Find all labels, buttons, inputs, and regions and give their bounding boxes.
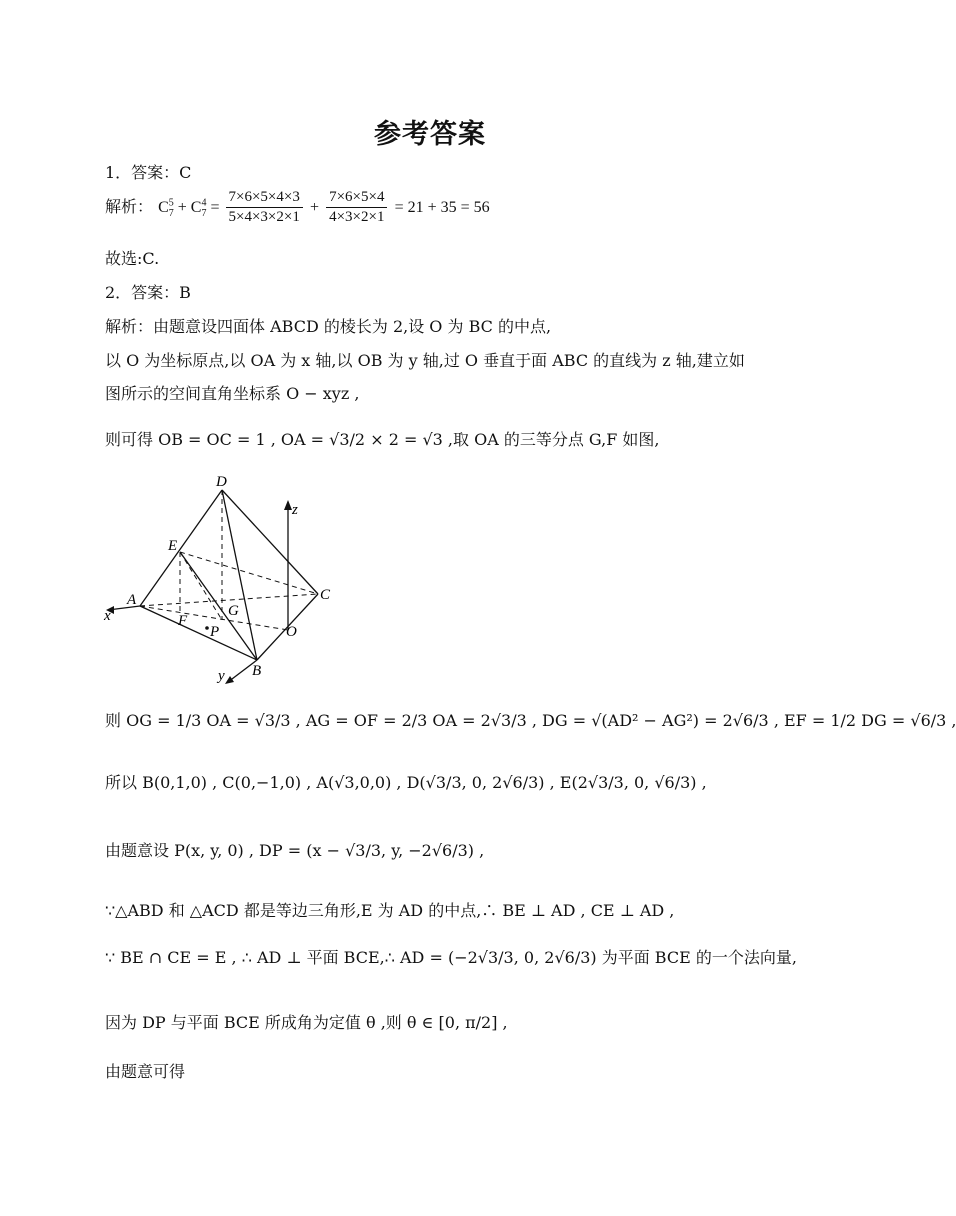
label-G: G (228, 603, 239, 619)
label-F: F (178, 613, 188, 629)
q1-fraction-2: $\frac{7\times 6\times 5\times 4}{4\times 3\times 2\times 1}$ (326, 188, 387, 227)
q2-line-6: 所以 B(0,1,0) , C(0,−1,0) , A(√3,0,0) , D(√3/3, 0, 2√6/3) , E(2√3/3, 0, √6/3) , (105, 773, 707, 792)
q2-line-7: 由题意设 P(x, y, 0) , DP = (x − √3/3, y, −2√6/3) , (105, 841, 485, 860)
label-D: D (216, 474, 227, 490)
label-A: A (127, 592, 137, 608)
q2-line-1: 解析：由题意设四面体 ABCD 的棱长为 2,设 O 为 BC 的中点, (105, 317, 552, 336)
q1-conclusion: 故选:C. (105, 249, 160, 268)
q2-answer: 2．答案：B (105, 283, 191, 302)
label-E: E (168, 538, 178, 554)
q2-line-2: 以 O 为坐标原点,以 OA 为 x 轴,以 OB 为 y 轴,过 O 垂直于面 ABC 的直线为 z 轴,建立如 (105, 351, 745, 370)
q1-fraction-1: $\frac{7\times 6\times 5\times 4\times 3}{5\times 4\times 3\times 2\times 1}$ (226, 188, 303, 227)
q2-line-11: 由题意可得 (105, 1062, 186, 1081)
q1-analysis: 解析： $C^5_7 + C^4_7$ = $\frac{7\times 6\times 5\times 4\times 3}{5\times 4\times 3\times 2\times 1}$ + $\frac{7\times 6\times 5\times 4}{4\times 3\times 2\times 1}$ = 21 + 35 = 56 (105, 189, 490, 225)
q2-line-3: 图所示的空间直角坐标系 O − xyz , (105, 384, 360, 403)
q2-line-5: 则 OG = 1/3 OA = √3/3 , AG = OF = 2/3 OA = 2√3/3 , DG = √(AD² − AG²) = 2√6/3 , EF = 1/2 DG = √6/3 , (105, 711, 956, 730)
q2-line-10: 因为 DP 与平面 BCE 所成角为定值 θ ,则 θ ∈ [0, π/2] , (105, 1013, 508, 1032)
q2-line-8: ∵△ABD 和 △ACD 都是等边三角形,E 为 AD 的中点,∴ BE ⊥ AD , CE ⊥ AD , (105, 901, 675, 920)
label-B: B (252, 663, 262, 679)
label-P: P (210, 624, 220, 640)
label-O: O (286, 624, 297, 640)
q1-answer: 1．答案：C (105, 163, 192, 182)
tetrahedron-figure (100, 470, 360, 685)
q2-line-9: ∵ BE ∩ CE = E , ∴ AD ⊥ 平面 BCE,∴ AD = (−2√3/3, 0, 2√6/3) 为平面 BCE 的一个法向量, (105, 948, 797, 967)
q1-result: = 21 + 35 = 56 (394, 199, 490, 216)
label-z: z (292, 502, 298, 518)
label-x: x (104, 608, 111, 624)
label-y: y (218, 668, 225, 684)
q2-line-4: 则可得 OB = OC = 1 , OA = √3/2 × 2 = √3 ,取 OA 的三等分点 G,F 如图, (105, 430, 660, 449)
q1-analysis-prefix: 解析： (105, 197, 154, 216)
page-title: 参考答案 (374, 119, 486, 150)
label-C: C (320, 587, 331, 603)
